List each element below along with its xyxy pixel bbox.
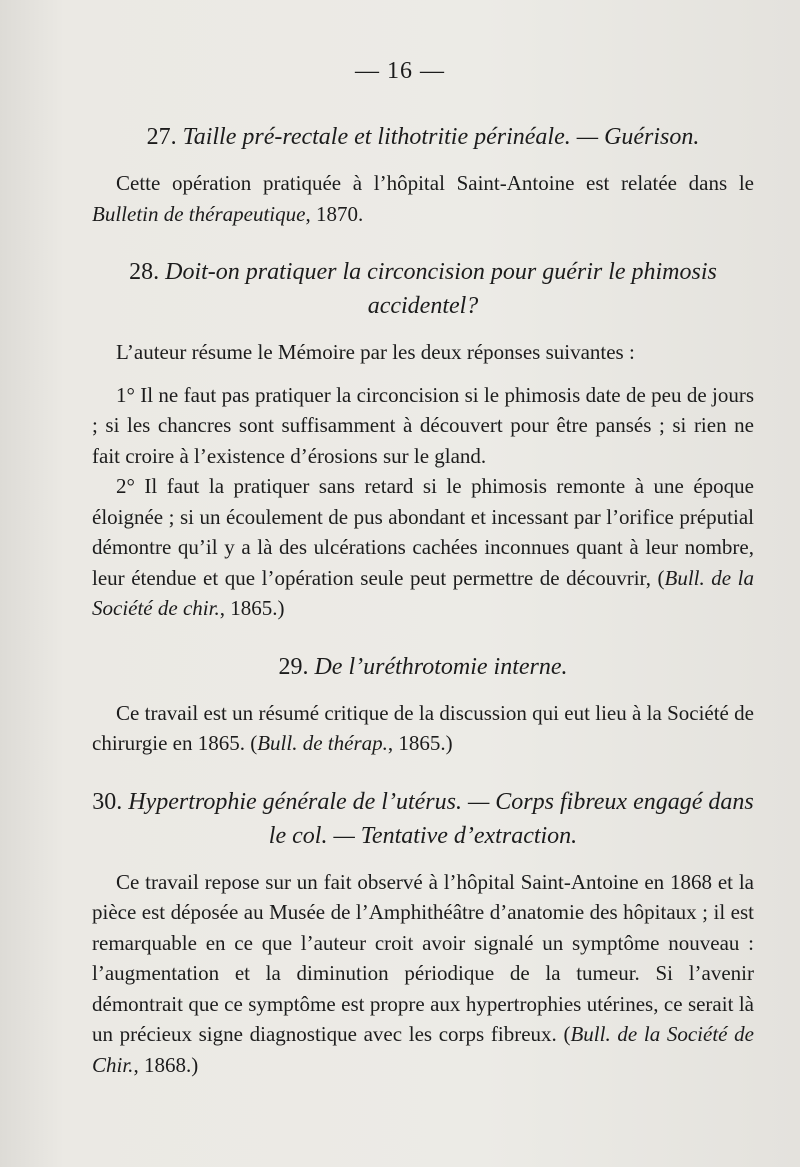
section-28	[92, 255, 754, 624]
section-title: Taille pré-rectale et lithotritie périnéale. — Guérison.	[182, 124, 700, 150]
paragraph-text: , 1868.)	[133, 1052, 199, 1077]
section-29	[92, 650, 754, 759]
section-heading	[92, 255, 754, 323]
paragraph-text: 1° Il ne faut pas pratiquer la circoncision si le phimosis date de peu de jours ; si les chancres sont suffisamment à découvert pour être pansés ; si rien ne fait croire à l’existence d’érosions sur le gland.	[92, 382, 754, 468]
paragraph	[92, 867, 754, 1081]
paragraph-text: Ce travail est un résumé critique de la discussion qui eut lieu à la Société de chirurgie en 1865. (	[92, 700, 754, 755]
section-27	[92, 120, 754, 229]
section-title: Doit-on pratiquer la circoncision pour guérir le phimosis accidentel?	[165, 259, 717, 319]
paragraph-text: , 1870.	[305, 201, 364, 226]
paragraph	[92, 380, 754, 472]
section-heading	[92, 120, 754, 154]
paragraph	[92, 698, 754, 759]
citation-italic: Bull. de thérap.	[257, 731, 388, 755]
paragraph	[92, 471, 754, 624]
section-number: 29.	[278, 653, 309, 680]
paragraph	[92, 337, 754, 368]
paragraph-text: Ce travail repose sur un fait observé à l’hôpital Saint-Antoine en 1868 et la pièce est déposée au Musée de l’Amphithéâtre d’anatomie des hôpitaux ; il est remarquable en ce que l’auteur croit avoir signalé un symptôme nouveau : l’augmentation et la diminution périodique de la tumeur. Si l’avenir démontrait que ce symptôme est propre aux hypertrophies utérines, ce serait là un précieux signe diagnostique avec les corps fibreux. (	[92, 869, 754, 1046]
citation-italic: Bull. de la Société de chir.	[92, 565, 755, 620]
section-number: 28.	[129, 259, 160, 285]
paragraph-text: , 1865.)	[387, 731, 453, 755]
section-number: 30.	[92, 788, 123, 815]
paragraph	[92, 168, 754, 229]
page-number: — 16 —	[355, 58, 445, 84]
citation-italic: Bulletin de thérapeutique	[92, 201, 306, 226]
section-title: De l’uréthrotomie interne.	[314, 653, 568, 680]
paragraph-text: 2° Il faut la pratiquer sans retard si le phimosis remonte à une époque éloignée ; si un écoulement de pus abondant et incessant par l’orifice préputial démontre qu’il y a là des ulcérations cachées inconnues quant à leur nombre, leur étendue et que l’opération seule peut permettre de découvrir, (	[92, 474, 754, 590]
paragraph-text: Cette opération pratiquée à l’hôpital Saint-Antoine est relatée dans le	[116, 171, 754, 195]
section-title: Hypertrophie générale de l’utérus. — Corps fibreux engagé dans le col. — Tentative d’extraction.	[128, 788, 754, 849]
citation-italic: Bull. de la Société de Chir.	[92, 1022, 754, 1077]
paragraph-text: , 1865.)	[219, 596, 285, 620]
section-number: 27.	[146, 124, 177, 150]
section-heading	[92, 785, 754, 853]
section-heading	[92, 650, 754, 684]
page-content	[92, 120, 754, 1080]
section-30	[92, 785, 754, 1081]
paragraph-text: L’auteur résume le Mémoire par les deux réponses suivantes :	[116, 340, 635, 364]
